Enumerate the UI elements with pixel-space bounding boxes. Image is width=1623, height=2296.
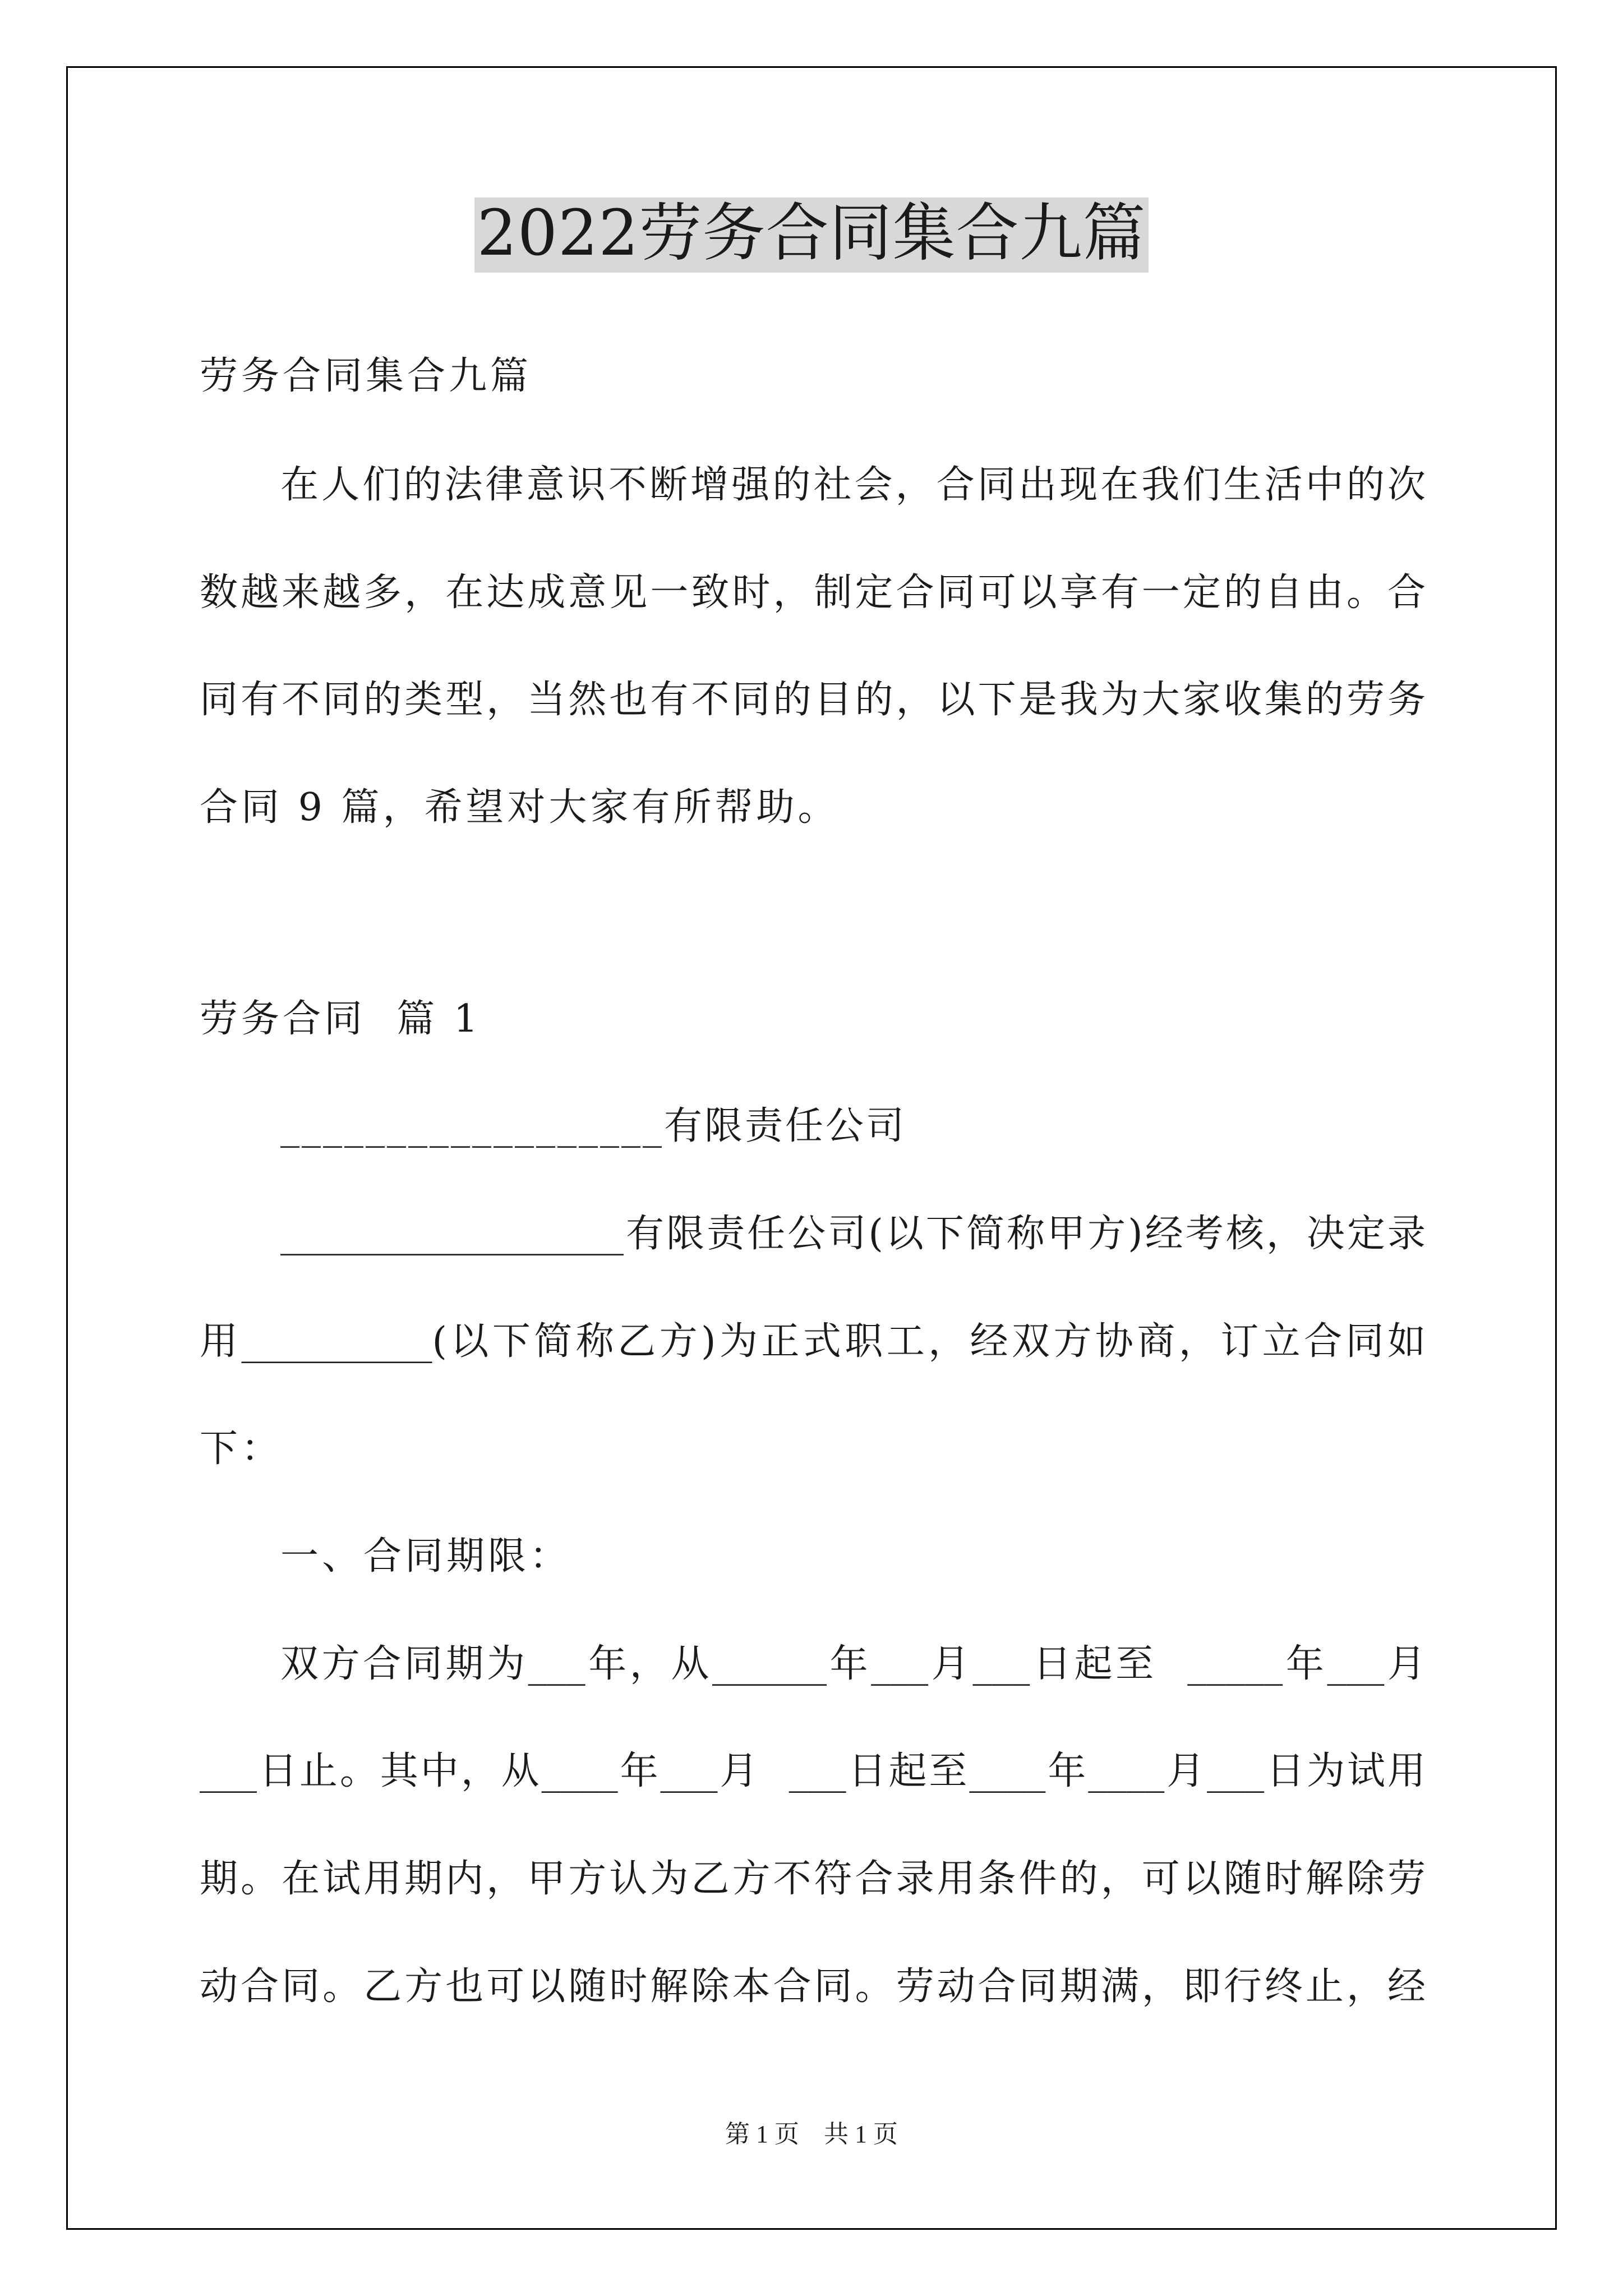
body-line: __________________有限责任公司(以下简称甲方)经考核，决定录	[280, 1212, 1426, 1256]
body-line: 下：	[200, 1427, 283, 1471]
intro-paragraph-line: 合同 9 篇，希望对大家有所帮助。	[200, 785, 840, 830]
intro-paragraph-line: 同有不同的类型，当然也有不同的目的，以下是我为大家收集的劳务	[200, 678, 1426, 722]
body-line: 动合同。乙方也可以随时解除本合同。劳动合同期满，即行终止，经	[200, 1964, 1426, 2009]
body-line: 用__________(以下简称乙方)为正式职工，经双方协商，订立合同如	[200, 1319, 1426, 1364]
section-heading: 劳务合同 篇 1	[200, 997, 482, 1041]
body-line: 双方合同期为___年，从______年___月___日起至 _____年___月	[280, 1642, 1426, 1686]
body-line: ___日止。其中，从____年___月 ___日起至____年____月___日为试用	[200, 1749, 1426, 1793]
body-line: __________________有限责任公司	[280, 1104, 907, 1148]
document-subtitle: 劳务合同集合九篇	[200, 354, 532, 398]
page-number-footer: 第 1 页 共 1 页	[725, 2120, 898, 2148]
intro-paragraph-line: 在人们的法律意识不断增强的社会，合同出现在我们生活中的次	[280, 463, 1426, 507]
document-title	[0, 197, 1623, 273]
body-line: 一、合同期限：	[280, 1534, 571, 1579]
document-title-text: 2022劳务合同集合九篇	[474, 197, 1148, 273]
intro-paragraph-line: 数越来越多，在达成意见一致时，制定合同可以享有一定的自由。合	[200, 570, 1426, 615]
body-line: 期。在试用期内，甲方认为乙方不符合录用条件的，可以随时解除劳	[200, 1857, 1426, 1901]
